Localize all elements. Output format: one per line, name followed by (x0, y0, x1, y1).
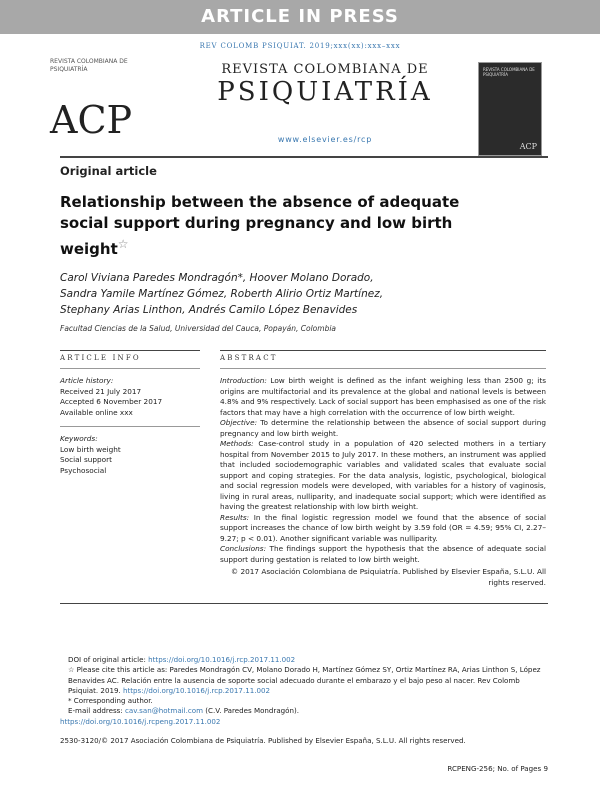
issn-copyright: 2530-3120/© 2017 Asociación Colombiana de Psiquiatría. Published by Elsevier España, S.L.U. All rights reserved. (60, 736, 466, 745)
doi-original-note (60, 655, 548, 665)
keywords-divider (60, 426, 200, 427)
journal-title-line1: REVISTA COLOMBIANA DE (221, 62, 429, 77)
doi-english-note (60, 717, 548, 727)
logo-small-text: REVISTA COLOMBIANA DE PSIQUIATRÍA (50, 58, 128, 73)
journal-cover-thumbnail (478, 62, 542, 156)
history-label: Article history: (60, 376, 114, 385)
abstract-conclusions (220, 544, 546, 565)
conclusions-label: Conclusions: (220, 544, 267, 553)
journal-title (210, 62, 440, 107)
intro-text: Low birth weight is defined as the infant weighing less than 2500 g; its origins are multifactorial and its prevalence at the global and national levels is between 4.8% and 9% respectively. Lack of social support has been emphasised as one of the risk factors that may have a high correlation with the occurrence of low birth weight. (220, 376, 546, 417)
article-title (60, 192, 480, 260)
objective-text: To determine the relationship between the absence of social support during pregnancy and low birth weight. (220, 418, 546, 438)
running-header: REV COLOMB PSIQUIAT. 2019;xxx(xx):xxx–xxx (199, 42, 401, 50)
conclusions-text: The findings support the hypothesis that the absence of adequate social support during gestation is related to low birth weight. (220, 544, 546, 564)
article-info-panel (60, 376, 200, 476)
abstract-bottom-rule (60, 603, 548, 604)
authors-line: Carol Viviana Paredes Mondragón*, Hoover Molano Dorado, (60, 272, 374, 284)
cite-text: ☆ Please cite this article as: Paredes Mondragón CV, Molano Dorado H, Martínez Gómez SY, Ortiz Martínez RA, Arias Linthon S, López Benavides AC. Relación entre la ausencia de soporte social adecuado durante el embarazo y el bajo peso al nacer. Rev Colomb Psiquiat. 2019. (68, 665, 541, 695)
authors-line: Stephany Arias Linthon, Andrés Camilo López Benavides (60, 304, 358, 316)
acp-logo (50, 58, 150, 148)
methods-label: Methods: (220, 439, 254, 448)
article-in-press-banner: ARTICLE IN PRESS (0, 0, 600, 34)
keywords-label: Keywords: (60, 434, 98, 443)
keyword-item: Social support (60, 455, 112, 464)
abstract-subrule (220, 368, 546, 369)
article-title-text: Relationship between the absence of adequate social support during pregnancy and low birth weight (60, 193, 460, 258)
article-info-subrule (60, 368, 200, 369)
abstract-objective (220, 418, 546, 439)
keyword-item: Psychosocial (60, 465, 107, 475)
abstract-methods (220, 439, 546, 513)
doi-english-link[interactable]: https://doi.org/10.1016/j.rcpeng.2017.11.002 (60, 716, 221, 726)
email-label: E-mail address: (68, 706, 126, 716)
abstract-results (220, 513, 546, 545)
affiliation: Facultad Ciencias de la Salud, Universidad del Cauca, Popayán, Colombia (60, 324, 337, 333)
abstract-rule (220, 350, 546, 351)
email-link[interactable]: cav.san@hotmail.com (125, 706, 204, 716)
logo-mark: ACP (50, 98, 133, 142)
received-date: Received 21 July 2017 (60, 386, 142, 396)
journal-title-line2: PSIQUIATRÍA (217, 77, 433, 107)
footnotes (60, 655, 548, 727)
results-label: Results: (220, 512, 250, 522)
intro-label: Introduction: (220, 376, 267, 385)
doi-original-link[interactable]: https://doi.org/10.1016/j.rcp.2017.11.002 (148, 655, 296, 664)
header-rule (60, 156, 548, 158)
abstract-heading: ABSTRACT (220, 354, 278, 362)
article-info-heading: ARTICLE INFO (60, 354, 141, 362)
page-info: RCPENG-256; No. of Pages 9 (447, 764, 548, 773)
author-list (60, 270, 480, 318)
keyword-item: Low birth weight (60, 444, 121, 454)
accepted-date: Accepted 6 November 2017 (60, 397, 163, 406)
corresponding-author-note: * Corresponding author. (68, 696, 153, 706)
email-suffix: (C.V. Paredes Mondragón). (203, 706, 300, 716)
doi-label: DOI of original article: (68, 655, 149, 664)
cover-mark: ACP (519, 142, 537, 151)
abstract-copyright: © 2017 Asociación Colombiana de Psiquiatría. Published by Elsevier España, S.L.U. All rights reserved. (230, 567, 546, 587)
journal-url-link[interactable]: www.elsevier.es/rcp (277, 135, 373, 144)
cite-doi-link[interactable]: https://doi.org/10.1016/j.rcp.2017.11.002 (123, 685, 271, 695)
objective-label: Objective: (220, 418, 258, 427)
article-info-rule (60, 350, 200, 351)
title-footnote-mark[interactable]: ☆ (117, 237, 129, 251)
cover-title: REVISTA COLOMBIANA DE PSIQUIATRÍA (483, 67, 535, 77)
results-text: In the final logistic regression model we found that the absence of social support increases the chance of low birth weight by 3.59 fold (OR = 4.59; 95% CI, 2.27–9.27; p < 0.01). Another significant variable was nulliparity. (220, 512, 546, 543)
online-date: Available online xxx (60, 407, 133, 417)
methods-text: Case-control study in a population of 420 selected mothers in a tertiary hospital from November 2015 to July 2017. In these mothers, an instrument was applied that included sociodemographic variables and validated scales that evaluate social support and coping strategies. For the data analysis, logistic, psychological, biological and social regression models were developed, with variables for a history of vaginosis, living in rural areas, nulliparity, and inadequate social support; which were identified as having the greatest relationship with low birth weight. (220, 439, 546, 511)
cite-note (60, 665, 548, 696)
abstract-body (220, 376, 546, 588)
email-note (60, 706, 548, 716)
abstract-introduction (220, 376, 546, 418)
authors-line: Sandra Yamile Martínez Gómez, Roberth Alirio Ortiz Martínez, (60, 288, 384, 300)
article-type: Original article (60, 164, 157, 178)
